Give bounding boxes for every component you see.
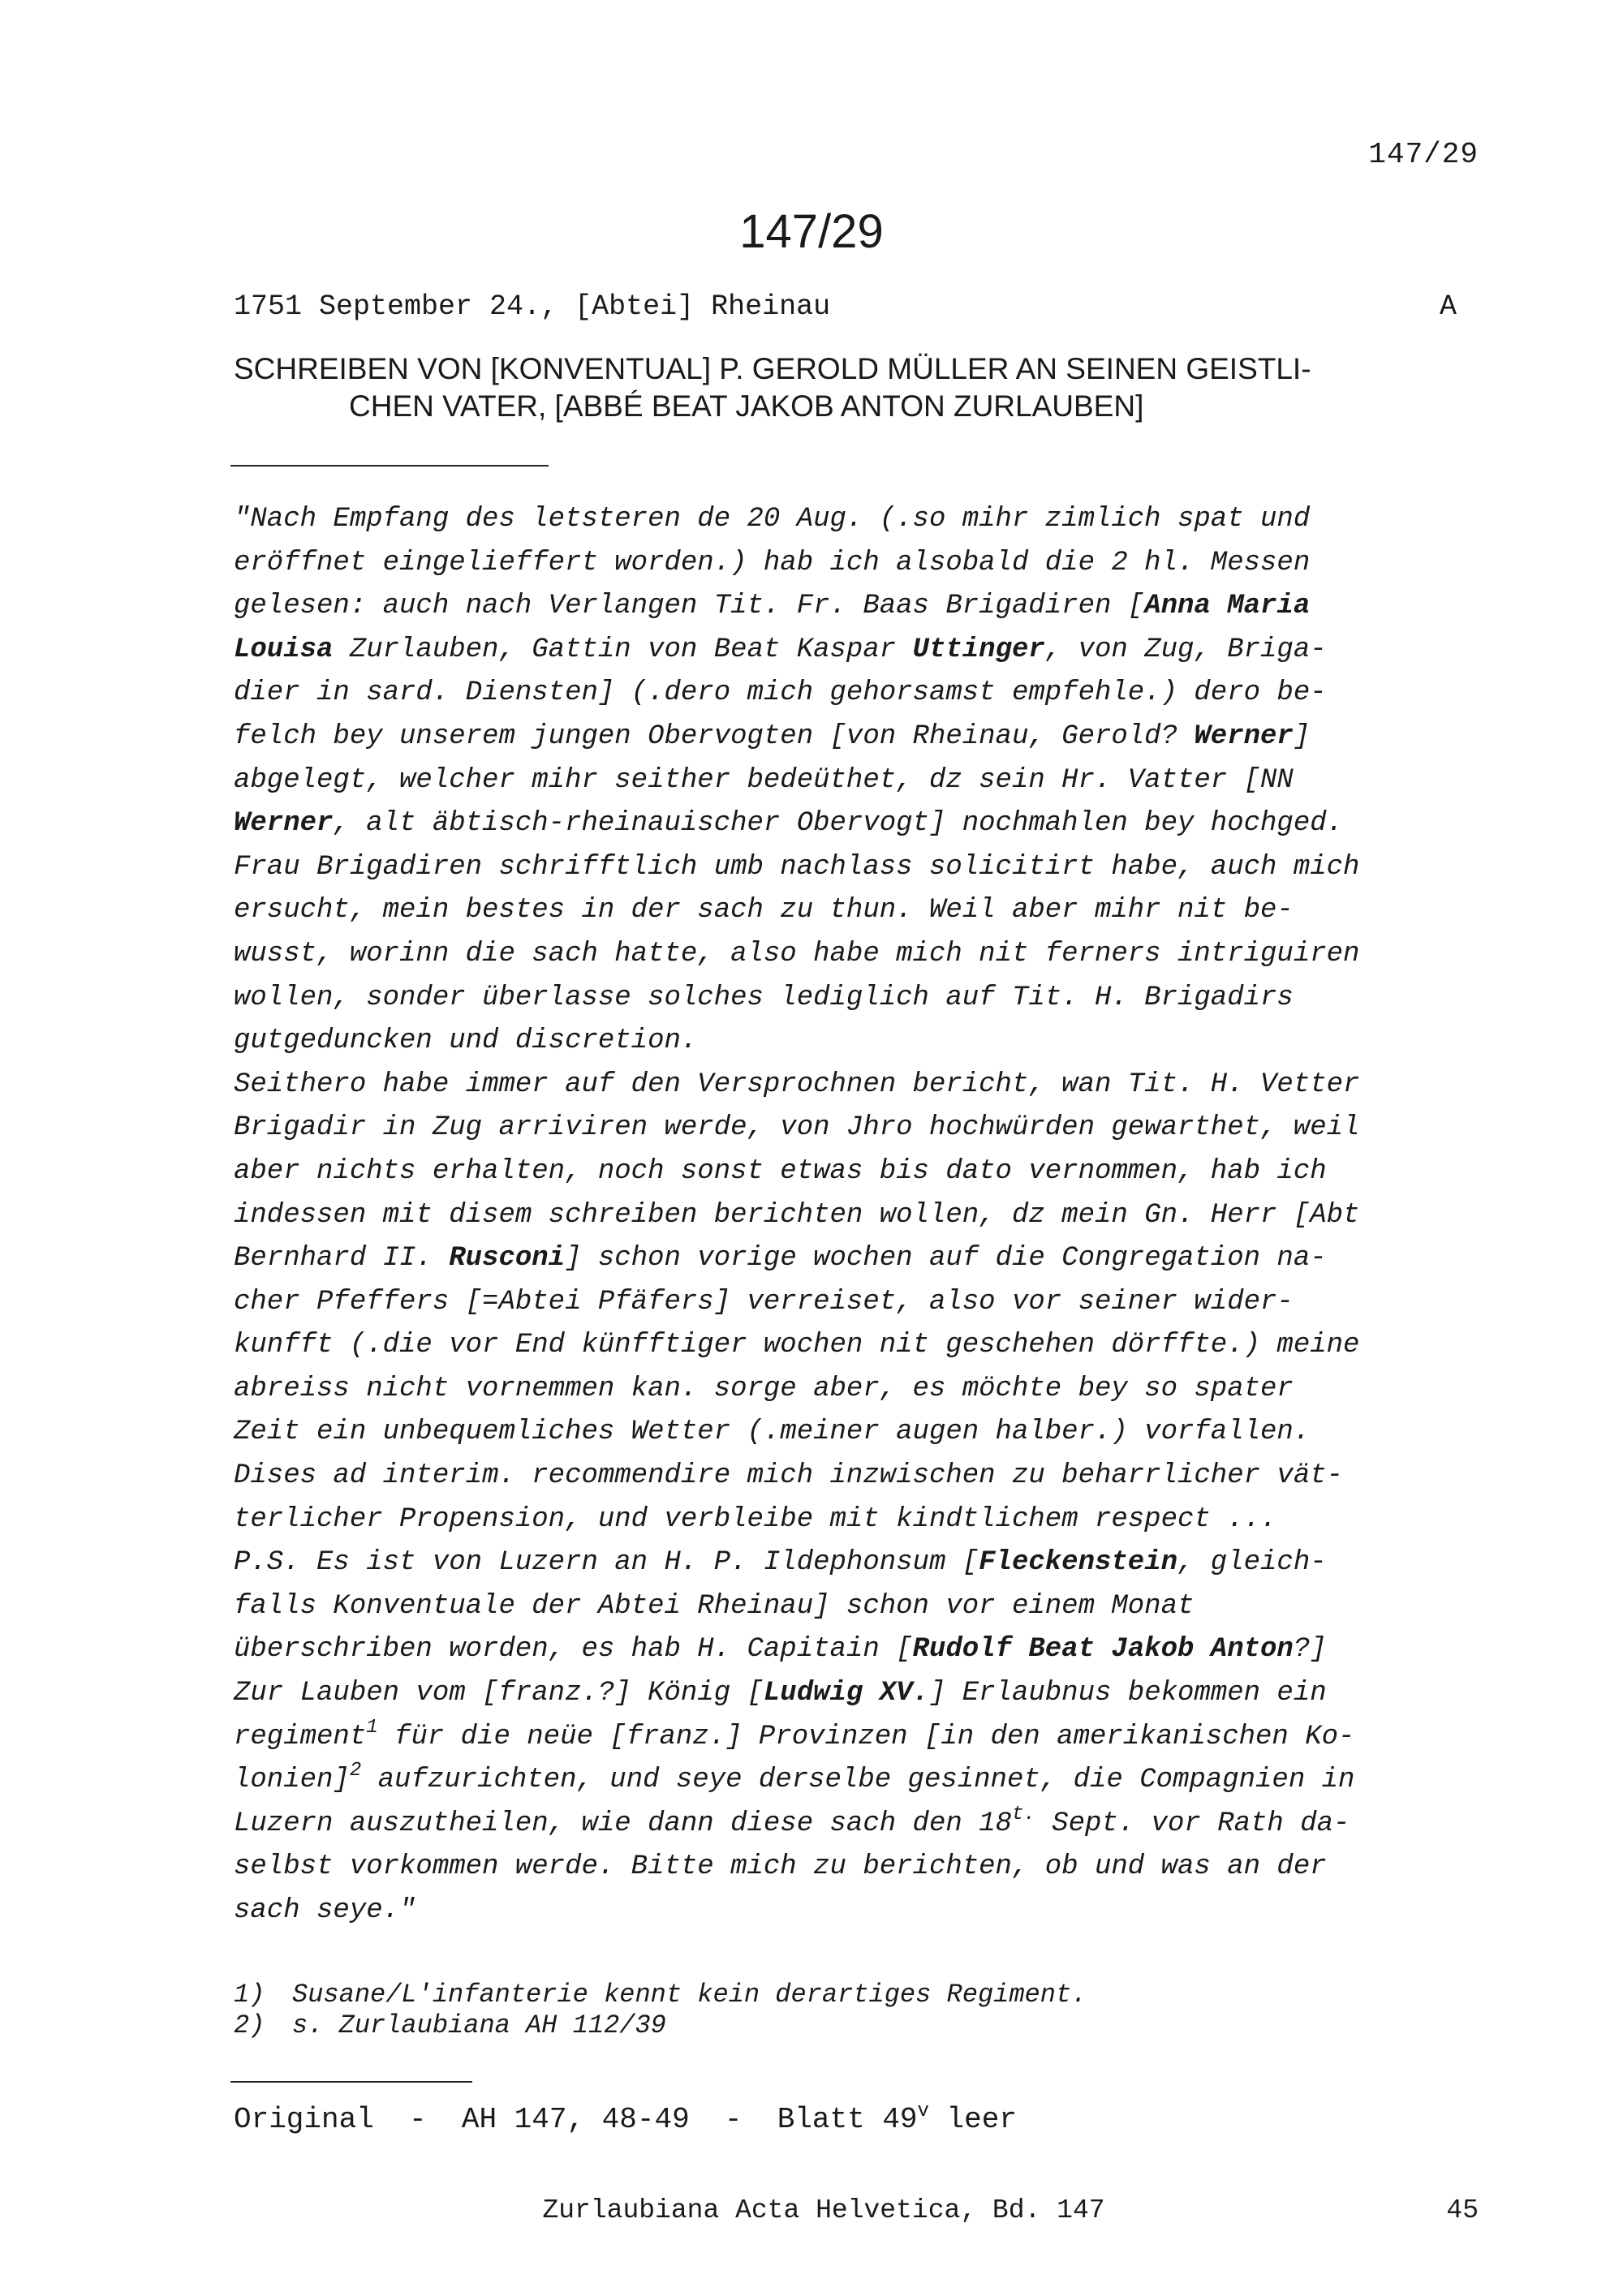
separator-rule	[230, 465, 549, 467]
text-line: aber nichts erhalten, noch sonst etwas bis dato vernommen, hab ich	[234, 1155, 1327, 1187]
text-line: felch bey unserem jungen Obervogten [von Rheinau, Gerold?	[234, 720, 1195, 752]
superscript: t.	[1011, 1803, 1035, 1825]
heading-line-1: SCHREIBEN VON [KONVENTUAL] P. GEROLD MÜLLER AN SEINEN GEISTLI-	[234, 352, 1311, 385]
superscript: v	[917, 2100, 929, 2122]
letter-code: A	[1439, 290, 1457, 323]
person-name: Uttinger	[912, 634, 1045, 665]
text-line: Zeit ein unbequemliches Wetter (.meiner augen halber.) vorfallen.	[234, 1417, 1311, 1448]
footnote-marker: 2	[349, 1760, 362, 1782]
text-line: terlicher Propension, und verbleibe mit kindtlichem respect ...	[234, 1503, 1277, 1535]
heading-line-2: CHEN VATER, [ABBÉ BEAT JAKOB ANTON ZURLAUBEN]	[349, 389, 1144, 423]
person-name: Louisa	[234, 634, 334, 665]
text-line: wollen, sonder überlasse solches lediglich auf Tit. H. Brigadirs	[234, 982, 1294, 1013]
footnotes	[234, 1980, 1087, 2041]
footer-page-number: 45	[1446, 2195, 1479, 2225]
text-line: dier in sard. Diensten] (.dero mich gehorsamst empfehle.) dero be-	[234, 677, 1327, 709]
footnote-number: 2)	[234, 2010, 265, 2040]
text-line: lonien]	[234, 1765, 350, 1796]
text-line: ]	[1293, 720, 1311, 752]
person-name: Rudolf Beat Jakob Anton	[912, 1634, 1294, 1666]
footnote-text: Susane/L'infanterie kennt kein derartiges Regiment.	[292, 1980, 1087, 2010]
page-reference-top: 147/29	[1368, 138, 1479, 171]
person-name: Werner	[1194, 720, 1294, 752]
footnote-1	[234, 1980, 1087, 2010]
footnote-number: 1)	[234, 1980, 265, 2010]
text-line: falls Konventuale der Abtei Rheinau] schon vor einem Monat	[234, 1590, 1195, 1622]
text-line: Seithero habe immer auf den Versprochnen bericht, wan Tit. H. Vetter	[234, 1068, 1360, 1100]
text-line: "Nach Empfang des letsteren de 20 Aug. (.so mihr zimlich spat und	[234, 504, 1311, 535]
text-line: abreiss nicht vornemmen kan. sorge aber, es möchte bey so spater	[234, 1373, 1294, 1404]
text-line: , alt äbtisch-rheinauischer Obervogt] nochmahlen bey hochged.	[333, 808, 1344, 840]
text-line: Dises ad interim. recommendire mich inzwischen zu beharrlicher vät-	[234, 1460, 1344, 1492]
text-line: regiment	[234, 1721, 367, 1752]
text-line: aufzurichten, und seye derselbe gesinnet, die Compagnien in	[361, 1765, 1355, 1796]
footer-title: Zurlaubiana Acta Helvetica, Bd. 147	[542, 2195, 1105, 2225]
person-name: Rusconi	[449, 1243, 566, 1275]
source-text: leer	[928, 2103, 1017, 2136]
footnote-marker: 1	[366, 1716, 378, 1739]
paragraph-postscript	[234, 1541, 1492, 1933]
text-line: Sept. vor Rath da-	[1035, 1808, 1350, 1839]
text-line: sach seye."	[234, 1895, 416, 1926]
text-line: cher Pfeffers [=Abtei Pfäfers] verreiset, also vor seiner wider-	[234, 1286, 1294, 1318]
text-line: kunfft (.die vor End künfftiger wochen nit geschehen dörffte.) meine	[234, 1330, 1360, 1361]
date-place-line: 1751 September 24., [Abtei] Rheinau	[234, 290, 831, 323]
paragraph-1	[234, 498, 1492, 1064]
source-reference	[234, 2100, 1017, 2136]
person-name: Anna Maria	[1144, 591, 1311, 622]
footnote-text: s. Zurlaubiana AH 112/39	[292, 2010, 666, 2040]
text-line: selbst vorkommen werde. Bitte mich zu berichten, ob und was an der	[234, 1851, 1327, 1883]
text-line: ] schon vorige wochen auf die Congregation na-	[565, 1243, 1327, 1275]
text-line: überschriben worden, es hab H. Capitain [	[234, 1634, 913, 1666]
text-line: , gleich-	[1177, 1547, 1327, 1579]
text-line: ?]	[1293, 1634, 1327, 1666]
text-line: ] Erlaubnus bekommen ein	[928, 1678, 1327, 1709]
text-line: Brigadir in Zug arriviren werde, von Jhro hochwürden gewarthet, weil	[234, 1112, 1360, 1144]
text-line: abgelegt, welcher mihr seither bedeüthet, dz sein Hr. Vatter [NN	[234, 764, 1294, 796]
text-line: Zurlauben, Gattin von Beat Kaspar	[333, 634, 913, 665]
person-name: Ludwig XV.	[763, 1678, 929, 1709]
text-line: Frau Brigadiren schrifftlich umb nachlass solicitirt habe, auch mich	[234, 851, 1360, 883]
paragraph-2	[234, 1064, 1492, 1542]
text-line: für die neüe [franz.] Provinzen [in den amerikanischen Ko-	[377, 1721, 1355, 1752]
text-line: gutgeduncken und discretion.	[234, 1025, 698, 1057]
text-line: Bernhard II.	[234, 1243, 450, 1275]
text-line: ersucht, mein bestes in der sach zu thun. Weil aber mihr nit be-	[234, 895, 1294, 927]
person-name: Fleckenstein	[979, 1547, 1177, 1579]
text-line: gelesen: auch nach Verlangen Tit. Fr. Baas Brigadiren [	[234, 591, 1145, 622]
source-text: Original - AH 147, 48-49 - Blatt 49	[234, 2103, 918, 2136]
text-line: Luzern auszutheilen, wie dann diese sach den 18	[234, 1808, 1012, 1839]
document-heading	[234, 350, 1475, 425]
footnote-2	[234, 2010, 1087, 2041]
text-line: eröffnet eingelieffert worden.) hab ich alsobald die 2 hl. Messen	[234, 547, 1311, 578]
text-line: Zur Lauben vom [franz.?] König [	[234, 1678, 764, 1709]
document-number: 147/29	[739, 205, 884, 258]
footnote-rule	[230, 2081, 472, 2083]
text-line: , von Zug, Briga-	[1044, 634, 1327, 665]
text-line: P.S. Es ist von Luzern an H. P. Ildephonsum [	[234, 1547, 979, 1579]
text-line: indessen mit disem schreiben berichten wollen, dz mein Gn. Herr [Abt	[234, 1199, 1360, 1231]
text-line: wusst, worinn die sach hatte, also habe mich nit ferners intriguiren	[234, 938, 1360, 970]
person-name: Werner	[234, 808, 334, 840]
letter-body	[234, 498, 1492, 1933]
